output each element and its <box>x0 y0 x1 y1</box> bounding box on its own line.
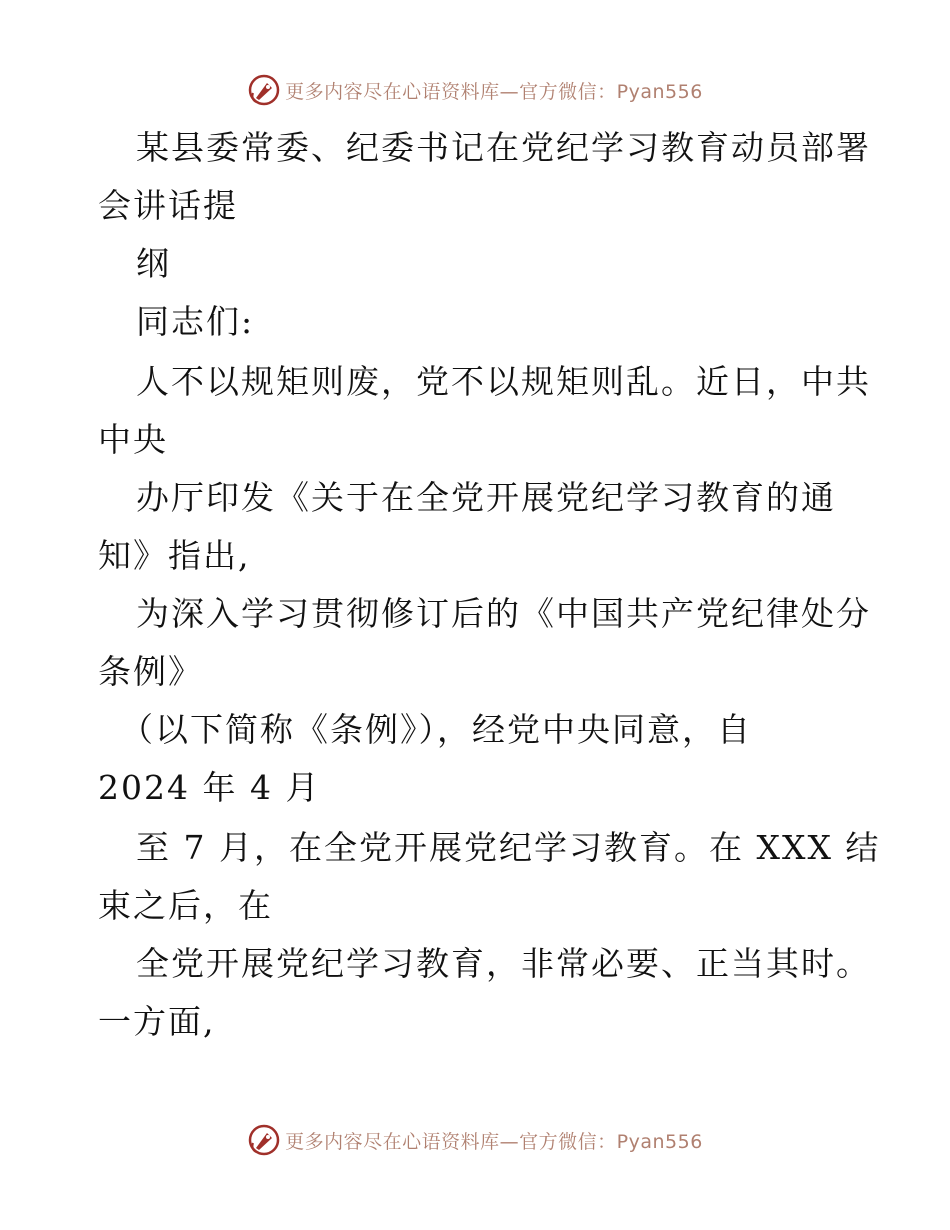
text-line: 全党开展党纪学习教育，非常必要、正当其时。 <box>136 944 871 983</box>
text-line: 为深入学习贯彻修订后的《中国共产党纪律处分 <box>136 594 871 633</box>
text-line: 会讲话提 <box>98 186 238 225</box>
text-line: 2024 年 4 月 <box>98 768 321 807</box>
text-line: 纲 <box>136 244 171 283</box>
text-line: 一方面, <box>98 1002 216 1041</box>
text-line: 办厅印发《关于在全党开展党纪学习教育的通 <box>136 478 836 517</box>
watermark-text: 更多内容尽在心语资料库—官方微信：Pyan556 <box>285 80 703 103</box>
text-line: 知》指出, <box>98 536 251 575</box>
header-watermark <box>0 70 950 110</box>
pen-nib-logo-icon <box>247 1123 281 1157</box>
watermark-text: 更多内容尽在心语资料库—官方微信：Pyan556 <box>285 1130 703 1153</box>
text-line: 中央 <box>98 420 168 459</box>
text-line: 束之后，在 <box>98 886 273 925</box>
text-line: 某县委常委、纪委书记在党纪学习教育动员部署 <box>136 128 871 167</box>
pen-nib-logo-icon <box>247 73 281 107</box>
text-line: 人不以规矩则废，党不以规矩则乱。近日，中共 <box>136 362 871 401</box>
text-line: 条例》 <box>98 652 203 691</box>
footer-watermark <box>0 1120 950 1160</box>
text-line: （以下简称《条例》），经党中央同意，自 <box>120 710 752 749</box>
text-line: 同志们: <box>136 302 255 341</box>
text-line: 至 7 月，在全党开展党纪学习教育。在 XXX 结 <box>136 828 881 867</box>
